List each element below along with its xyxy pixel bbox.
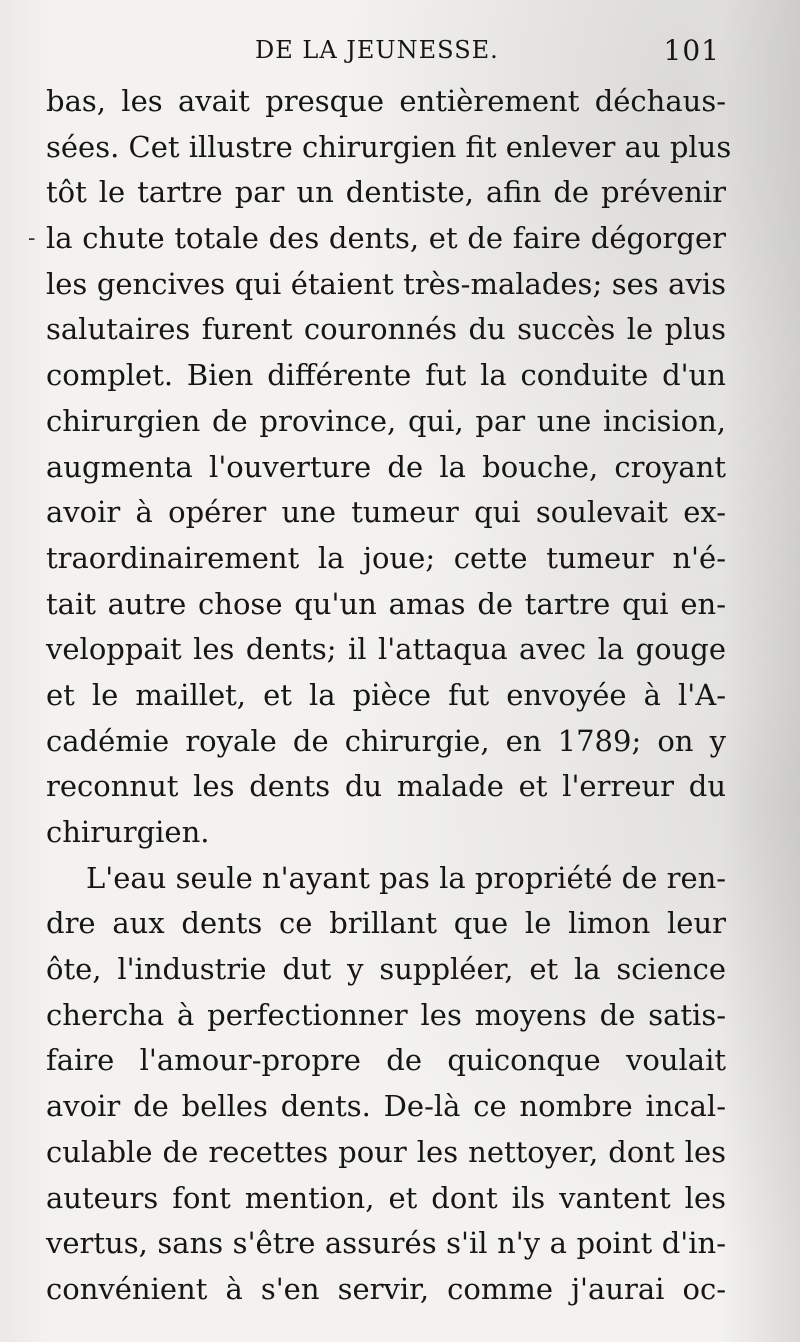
text-line: et le maillet, et la pièce fut envoyée à l'A- bbox=[46, 677, 726, 712]
text-line: chirurgien de province, qui, par une incision, bbox=[46, 403, 726, 438]
margin-mark: - bbox=[28, 226, 36, 251]
text-line: veloppait les dents; il l'attaqua avec la gouge bbox=[46, 632, 726, 667]
text-line: sées. Cet illustre chirurgien fit enlever au plus bbox=[46, 129, 732, 164]
text-line: bas, les avait presque entièrement déchaus- bbox=[46, 84, 726, 118]
text-line: vertus, sans s'être assurés s'il n'y a point d'in- bbox=[46, 1226, 726, 1261]
text-line: la chute totale des dents, et de faire dégorger bbox=[46, 221, 726, 256]
text-line: dre aux dents ce brillant que le limon leur bbox=[46, 906, 726, 941]
text-line: les gencives qui étaient très-malades; ses avis bbox=[46, 266, 726, 301]
page-number: 101 bbox=[663, 34, 720, 67]
body-text bbox=[46, 79, 732, 1313]
running-head: DE LA JEUNESSE. bbox=[255, 36, 499, 64]
text-line: cadémie royale de chirurgie, en 1789; on y bbox=[46, 723, 726, 758]
text-line: tait autre chose qu'un amas de tartre qui en- bbox=[46, 586, 726, 621]
text-line: faire l'amour-propre de quiconque voulait bbox=[46, 1043, 726, 1078]
text-line: salutaires furent couronnés du succès le plus bbox=[46, 312, 726, 347]
text-line: augmenta l'ouverture de la bouche, croyant bbox=[46, 449, 726, 484]
text-line: chirurgien. bbox=[46, 815, 210, 849]
text-line: ôte, l'industrie dut y suppléer, et la science bbox=[46, 952, 726, 987]
paragraph-2 bbox=[46, 856, 726, 1313]
text-line: avoir à opérer une tumeur qui soulevait ex- bbox=[46, 495, 726, 530]
text-line: avoir de belles dents. De-là ce nombre incal- bbox=[46, 1089, 726, 1124]
text-line: tôt le tartre par un dentiste, afin de prévenir bbox=[46, 175, 726, 210]
text-line: complet. Bien différente fut la conduite d'un bbox=[46, 358, 726, 393]
text-line: L'eau seule n'ayant pas la propriété de ren- bbox=[86, 860, 727, 895]
text-line: auteurs font mention, et dont ils vantent les bbox=[46, 1180, 726, 1215]
text-line: traordinairement la joue; cette tumeur n'é- bbox=[46, 540, 726, 575]
text-line: culable de recettes pour les nettoyer, dont les bbox=[46, 1134, 726, 1169]
text-line: reconnut les dents du malade et l'erreur du bbox=[46, 769, 726, 804]
paragraph-1 bbox=[46, 79, 732, 856]
text-line: convénient à s'en servir, comme j'aurai oc- bbox=[46, 1271, 726, 1306]
text-line: chercha à perfectionner les moyens de satis- bbox=[46, 997, 726, 1032]
page-header bbox=[60, 30, 720, 70]
